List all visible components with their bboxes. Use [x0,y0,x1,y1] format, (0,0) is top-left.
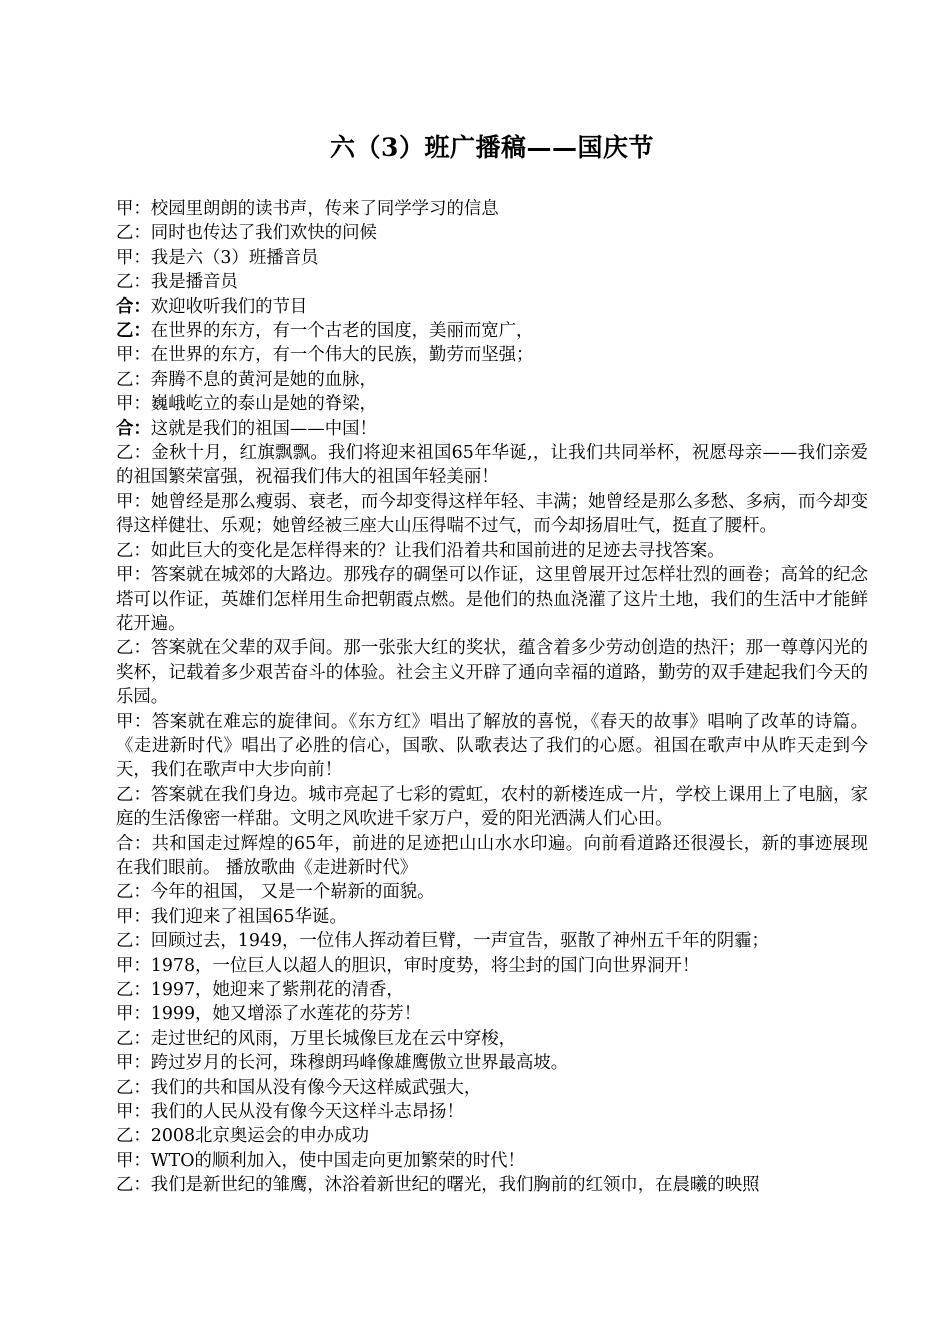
script-line [116,221,868,245]
script-line [116,1173,868,1197]
speaker-label: 甲： [116,1102,151,1123]
line-text: 我是六（3）班播音员 [150,247,319,268]
line-text: 这就是我们的祖国——中国！ [150,418,377,439]
script-line [116,563,868,636]
line-text: 2008北京奥运会的申办成功 [150,1126,369,1147]
line-text: 回顾过去，1949，一位伟人挥动着巨臂，一声宣告，驱散了神州五千年的阴霾； [150,931,769,952]
line-text: 跨过岁月的长河，珠穆朗玛峰像雄鹰傲立世界最高坡。 [150,1053,569,1074]
script-line [116,954,868,978]
script-line [116,710,868,783]
speaker-label: 乙： [116,1028,151,1049]
speaker-label: 甲： [116,1150,151,1171]
speaker-label: 合： [116,418,151,439]
script-line [116,832,868,881]
line-text: 我们是新世纪的雏鹰，沐浴着新世纪的曙光，我们胸前的红领巾，在晨曦的映照 [150,1175,760,1196]
script-line [116,1100,868,1124]
line-text: 答案就在父辈的双手间。那一张张大红的奖状，蕴含着多少劳动创造的热汗；那一尊尊闪光的奖杯，记载着多少艰苦奋斗的体验。社会主义开辟了通向幸福的道路，勤劳的双手建起我们今天的乐园。 [116,638,868,708]
line-text: 欢迎收听我们的节目 [150,296,308,317]
script-line [116,880,868,904]
script-line [116,905,868,929]
line-text: 共和国走过辉煌的65年，前进的足迹把山山水水印遍。向前看道路还很漫长，新的事迹展现在我们眼前。 播放歌曲《走进新时代》 [116,833,868,878]
speaker-label: 乙： [116,784,151,805]
script-line [116,295,868,319]
line-text: 答案就在我们身边。城市亮起了七彩的霓虹，农村的新楼连成一片，学校上课用上了电脑，家庭的生活像密一样甜。文明之风吹进千家万户，爱的阳光洒满人们心田。 [116,784,868,830]
line-text: 奔腾不息的黄河是她的血脉， [150,369,377,390]
line-text: 1999，她又增添了水莲花的芬芳！ [150,1004,422,1025]
speaker-label: 乙： [116,1077,151,1098]
script-line [116,197,868,221]
line-text: 走过世纪的风雨，万里长城像巨龙在云中穿梭， [150,1028,517,1049]
speaker-label: 甲： [116,955,151,976]
line-text: 1978，一位巨人以超人的胆识，审时度势，将尘封的国门向世界洞开！ [150,955,700,976]
broadcast-script-body [116,197,868,1198]
script-line [116,392,868,416]
speaker-label: 甲： [116,565,151,586]
speaker-label: 乙： [116,223,151,244]
line-text: 答案就在城郊的大路边。那残存的碉堡可以作证，这里曾展开过怎样壮烈的画卷；高耸的纪念塔可以作证，英雄们怎样用生命把朝霞点燃。是他们的热血浇灌了这片土地，我们的生活中才能鲜花开遍。 [116,565,868,634]
script-line [116,1002,868,1026]
script-line [116,1076,868,1100]
script-line [116,636,868,709]
line-text: 金秋十月，红旗飘飘。我们将迎来祖国65年华诞,，让我们共同举杯，祝愿母亲——我们亲爱的祖国繁荣富强，祝福我们伟大的祖国年轻美丽！ [116,443,868,488]
script-line [116,490,868,539]
speaker-label: 甲： [116,906,151,927]
speaker-label: 甲： [116,1004,151,1025]
script-line [116,783,868,832]
line-text: 同时也传达了我们欢快的问候 [150,223,377,244]
script-line [116,246,868,270]
script-line [116,1051,868,1075]
script-line [116,368,868,392]
line-text: 校园里朗朗的读书声，传来了同学学习的信息 [150,199,499,219]
speaker-label: 甲： [116,491,151,512]
speaker-label: 乙： [116,1175,151,1196]
line-text: 答案就在难忘的旋律间。《东方红》唱出了解放的喜悦，《春天的故事》唱响了改革的诗篇。《走进新时代》唱出了必胜的信心，国歌、队歌表达了我们的心愿。祖国在歌声中从昨天走到今天，我们在歌声中大步向前！ [116,711,868,781]
script-line [116,929,868,953]
speaker-label: 乙： [116,443,152,464]
line-text: 巍峨屹立的泰山是她的脊梁， [150,394,377,415]
script-line [116,319,868,343]
speaker-label: 乙： [116,882,151,903]
line-text: 如此巨大的变化是怎样得来的？让我们沿着共和国前进的足迹去寻找答案。 [150,540,725,561]
speaker-label: 乙： [116,272,151,293]
speaker-label: 乙： [116,980,151,1000]
speaker-label: 乙： [116,321,151,342]
line-text: 在世界的东方，有一个伟大的民族，勤劳而坚强； [150,345,534,366]
speaker-label: 合： [116,296,151,317]
page-title: 六（3）班广播稿——国庆节 [330,133,654,162]
script-line [116,1027,868,1051]
line-text: 在世界的东方，有一个古老的国度，美丽而宽广， [150,321,534,342]
script-line [116,417,868,441]
speaker-label: 甲： [116,1053,151,1074]
script-line [116,441,868,490]
script-line [116,1149,868,1173]
line-text: WTO的顺利加入，使中国走向更加繁荣的时代！ [150,1150,525,1171]
speaker-label: 甲： [116,345,151,366]
speaker-label: 乙： [116,540,151,561]
script-line [116,270,868,294]
speaker-label: 甲： [116,711,152,732]
line-text: 我们的人民从没有像今天这样斗志昂扬！ [150,1102,464,1123]
line-text: 今年的祖国， 又是一个崭新的面貌。 [150,882,435,903]
line-text: 我们迎来了祖国65华诞。 [150,906,347,927]
speaker-label: 甲： [116,247,151,268]
script-line [116,539,868,563]
line-text: 我是播音员 [150,272,238,293]
line-text: 1997，她迎来了紫荆花的清香， [150,980,404,1000]
speaker-label: 甲： [116,199,151,219]
speaker-label: 合： [116,833,152,854]
script-line [116,1124,868,1148]
script-line [116,343,868,367]
line-text: 她曾经是那么瘦弱、衰老，而今却变得这样年轻、丰满；她曾经是那么多愁、多病，而今却变得这样健壮、乐观；她曾经被三座大山压得喘不过气，而今却扬眉吐气，挺直了腰杆。 [116,491,868,537]
speaker-label: 乙： [116,638,151,659]
speaker-label: 乙： [116,931,151,952]
script-line [116,978,868,1002]
document-page [116,0,868,1344]
line-text: 我们的共和国从没有像今天这样威武强大， [150,1077,482,1098]
speaker-label: 甲： [116,394,151,415]
speaker-label: 乙： [116,1126,151,1147]
speaker-label: 乙： [116,369,151,390]
